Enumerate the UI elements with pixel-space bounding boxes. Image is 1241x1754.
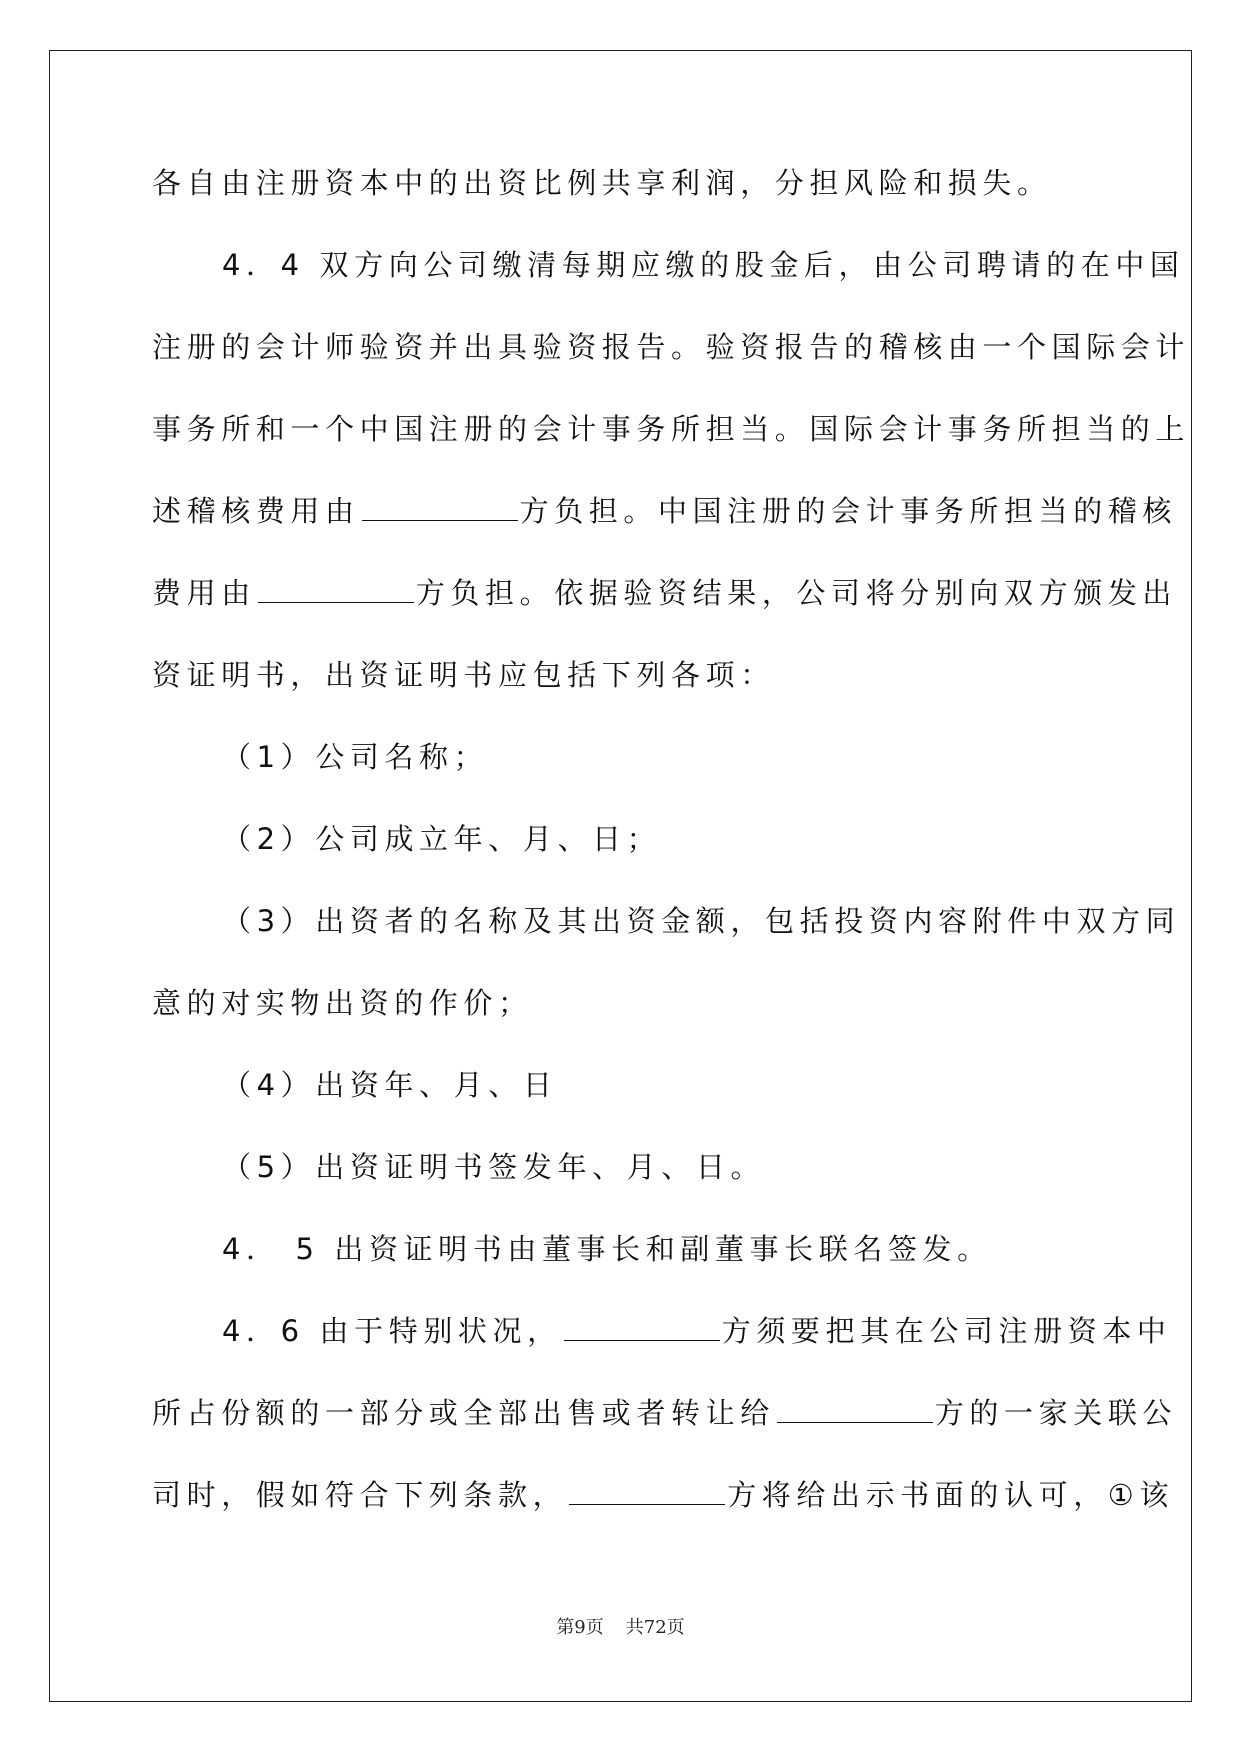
text-line: 4．4 双方向公司缴清每期应缴的股金后，由公司聘请的在中国 [222,248,1185,282]
total-pages: 共72页 [625,1617,685,1638]
text-line: 资证明书，出资证明书应包括下列各项： [152,658,775,692]
text-segment: 4．6 由于特别状况， [222,1314,562,1348]
text-line: 各自由注册资本中的出资比例共享利润，分担风险和损失。 [152,166,1052,200]
fill-in-blank [777,1392,933,1423]
text-line: 4． 5 出资证明书由董事长和副董事长联名签发。 [222,1232,992,1266]
text-line [152,1470,1175,1552]
list-item: （3）出资者的名称及其出资金额，包括投资内容附件中双方同 [222,904,1181,938]
list-item: （1）公司名称； [222,740,489,774]
fill-in-blank [258,572,414,603]
fill-in-blank [362,490,518,521]
text-segment: 方须要把其在公司注册资本中 [721,1314,1172,1348]
list-item: （4）出资年、月、日 [222,1068,558,1102]
page-footer [0,1613,1241,1639]
text-line: 注册的会计师验资并出具验资报告。验资报告的稽核由一个国际会计 [152,330,1191,364]
text-line: 意的对实物出资的作价； [152,986,533,1020]
text-segment: 费用由 [152,576,256,610]
list-item: （5）出资证明书签发年、月、日。 [222,1150,766,1184]
fill-in-blank [569,1474,725,1505]
text-line: 事务所和一个中国注册的会计事务所担当。国际会计事务所担当的上 [152,412,1191,446]
text-segment: 方将给出示书面的认可，①该 [727,1478,1175,1512]
text-segment: 司时，假如符合下列条款， [152,1478,568,1512]
fill-in-blank [564,1310,720,1341]
text-line [152,568,1178,650]
text-segment: 方负担。依据验资结果，公司将分别向双方颁发出 [415,576,1178,610]
text-line [152,1306,1172,1388]
text-segment: 所占份额的一部分或全部出售或者转让给 [152,1396,775,1430]
text-segment: 方负担。中国注册的会计事务所担当的稽核 [519,494,1178,528]
list-item: （2）公司成立年、月、日； [222,822,662,856]
text-line [152,486,1178,568]
page-number: 第9页 [556,1617,604,1638]
document-body [152,158,1191,1552]
text-segment: 方的一家关联公 [934,1396,1178,1430]
text-line [152,1388,1178,1470]
text-segment: 述稽核费用由 [152,494,360,528]
